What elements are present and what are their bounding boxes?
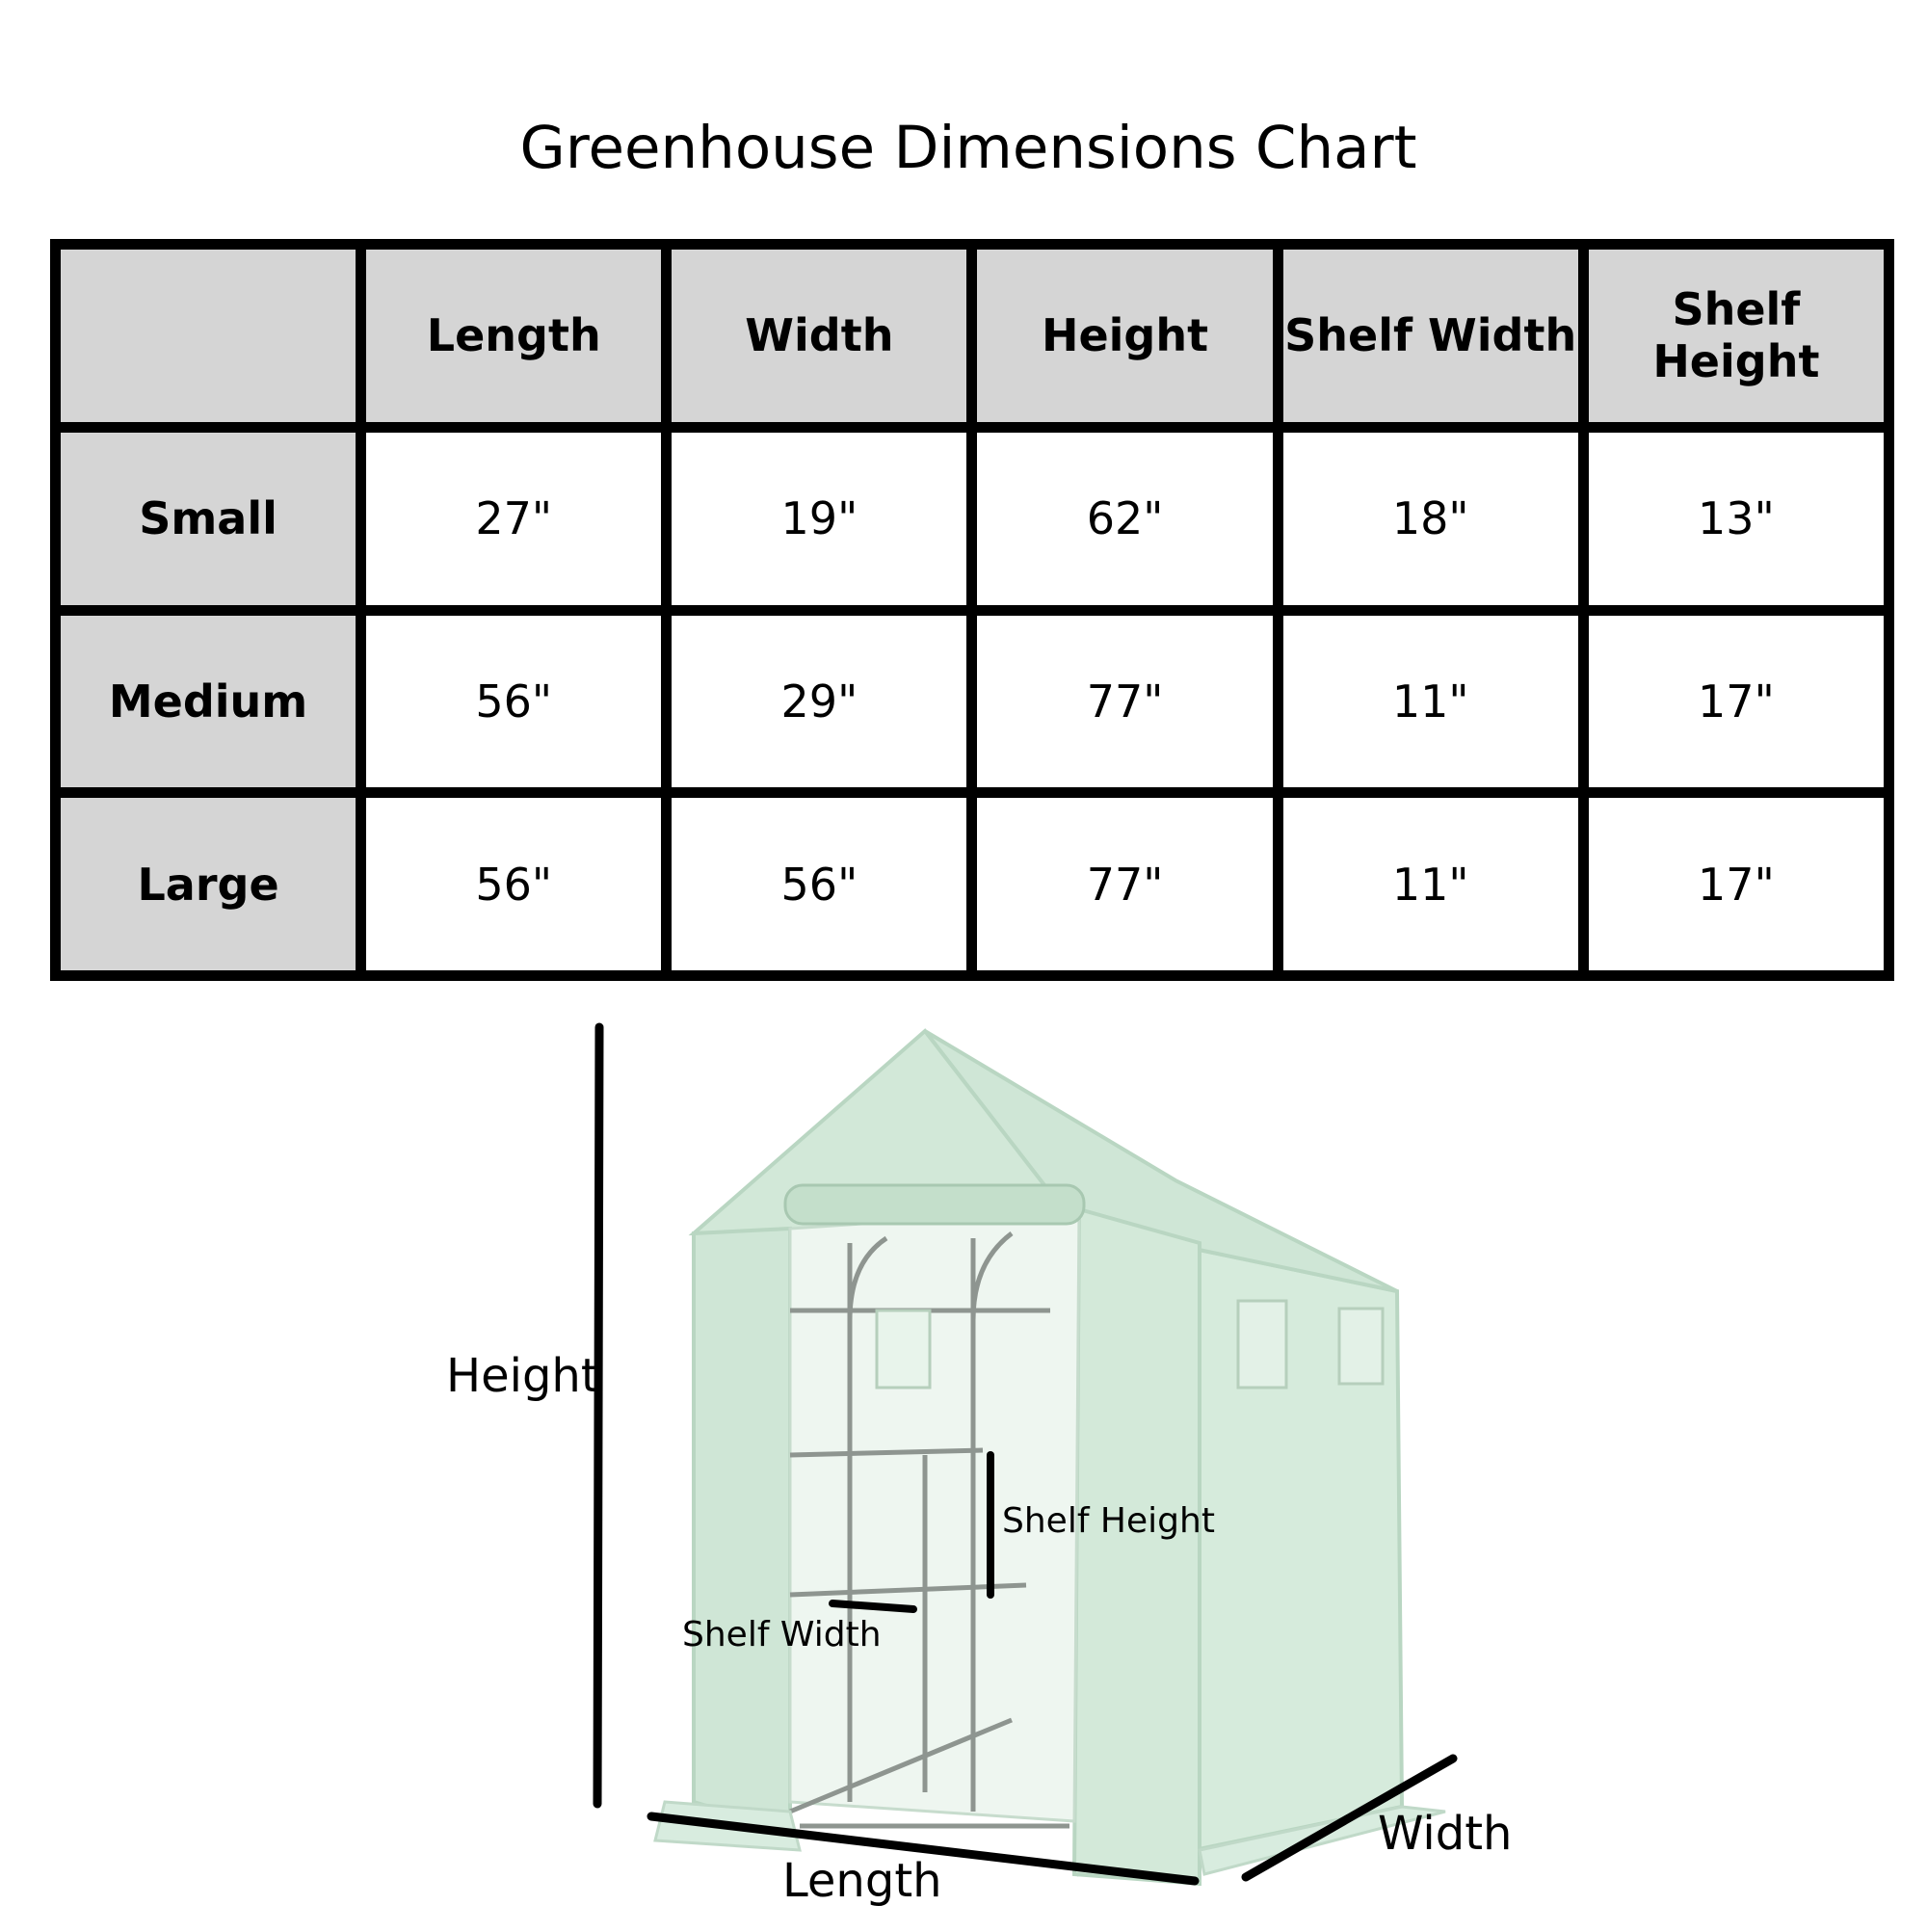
label-width: Width <box>1378 1807 1513 1861</box>
medium-shelf-height: 17" <box>1589 616 1884 788</box>
large-height: 77" <box>977 798 1272 970</box>
label-shelf-height: Shelf Height <box>1002 1501 1215 1541</box>
greenhouse-diagram <box>0 1002 1927 1927</box>
dimensions-table <box>50 239 1894 981</box>
table-header-row <box>61 250 1884 422</box>
table-row-large <box>61 798 1884 970</box>
large-width: 56" <box>672 798 966 970</box>
dimensions-grid <box>50 239 1894 981</box>
large-shelf-height: 17" <box>1589 798 1884 970</box>
header-corner-cell <box>61 250 356 422</box>
header-length: Length <box>366 250 661 422</box>
height-measure-line <box>597 1027 599 1804</box>
chart-title: Greenhouse Dimensions Chart <box>519 114 1417 182</box>
header-width: Width <box>672 250 966 422</box>
row-label-small: Small <box>61 433 356 605</box>
small-length: 27" <box>366 433 661 605</box>
greenhouse-illustration <box>0 1002 1927 1927</box>
header-height: Height <box>977 250 1272 422</box>
row-label-large: Large <box>61 798 356 970</box>
small-width: 19" <box>672 433 966 605</box>
medium-shelf-width: 11" <box>1283 616 1578 788</box>
medium-height: 77" <box>977 616 1272 788</box>
header-shelf-height: Shelf Height <box>1589 250 1884 422</box>
header-shelf-width: Shelf Width <box>1283 250 1578 422</box>
large-shelf-width: 11" <box>1283 798 1578 970</box>
small-height: 62" <box>977 433 1272 605</box>
small-shelf-width: 18" <box>1283 433 1578 605</box>
table-row-medium <box>61 616 1884 788</box>
label-height: Height <box>446 1349 599 1403</box>
label-shelf-width: Shelf Width <box>682 1615 882 1654</box>
small-shelf-height: 13" <box>1589 433 1884 605</box>
table-row-small <box>61 433 1884 605</box>
large-length: 56" <box>366 798 661 970</box>
label-length: Length <box>782 1854 942 1908</box>
greenhouse-icon <box>655 1031 1445 1884</box>
medium-width: 29" <box>672 616 966 788</box>
medium-length: 56" <box>366 616 661 788</box>
row-label-medium: Medium <box>61 616 356 788</box>
